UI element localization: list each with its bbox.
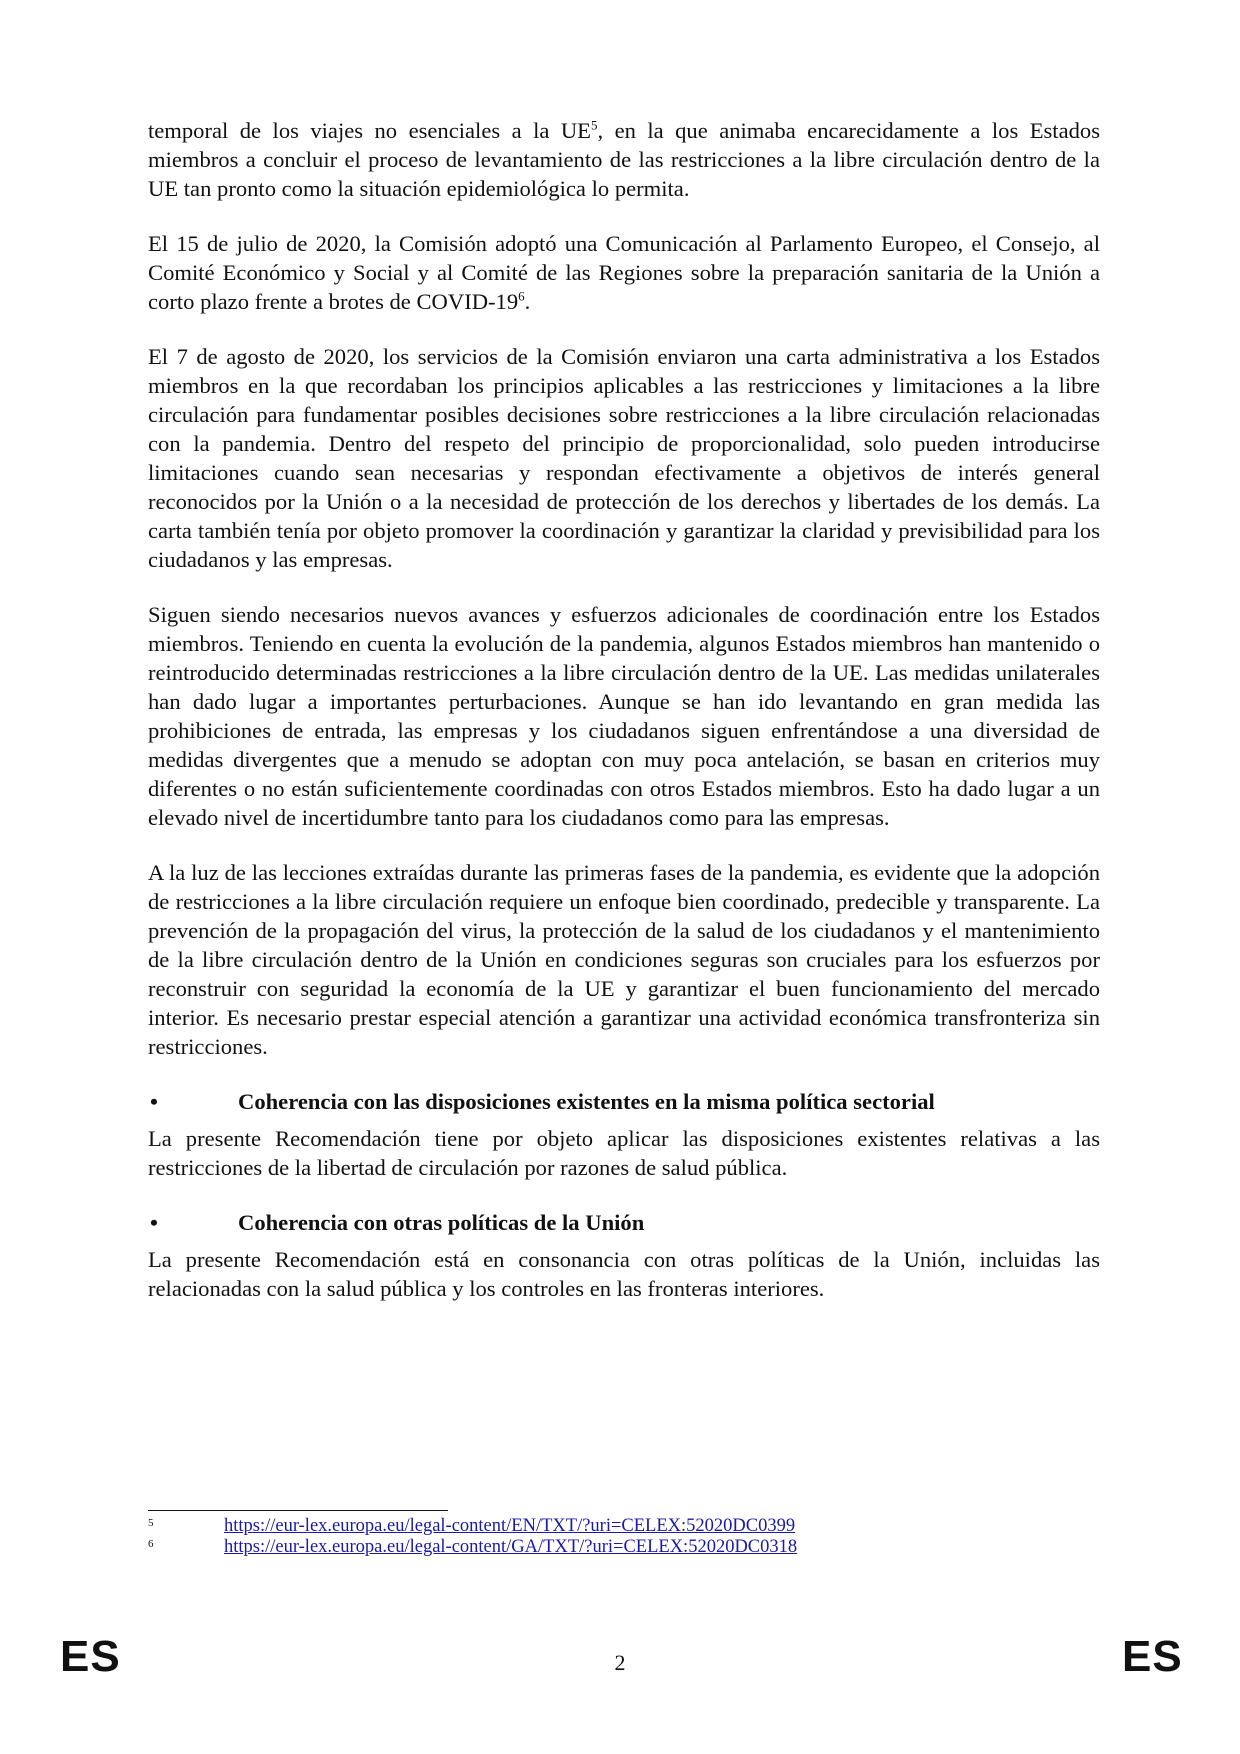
footnote-5 <box>148 1516 1100 1537</box>
footnote-divider <box>148 1510 448 1511</box>
paragraph-text: El 15 de julio de 2020, la Comisión adoptó una Comunicación al Parlamento Europeo, el Consejo, al Comité Económico y Social y al Comité de las Regiones sobre la preparación sanitaria de la Unión a corto plazo frente a brotes de COVID-19 <box>148 231 1100 314</box>
document-body <box>148 116 1100 1329</box>
paragraph-coordination-efforts: Siguen siendo necesarios nuevos avances y esfuerzos adicionales de coordinación entre los Estados miembros. Teniendo en cuenta la evolución de la pandemia, algunos Estados miembros han mantenido o reintroducido determinadas restricciones a la libre circulación dentro de la UE. Las medidas unilaterales han dado lugar a importantes perturbaciones. Aunque se han ido levantando en gran medida las prohibiciones de entrada, las empresas y los ciudadanos siguen enfrentándose a una diversidad de medidas divergentes que a menudo se adoptan con muy poca antelación, se basan en criterios muy diferentes o no están suficientemente coordinadas con otros Estados miembros. Esto ha dado lugar a un elevado nivel de incertidumbre tanto para los ciudadanos como para las empresas. <box>148 602 1100 830</box>
footnote-6 <box>148 1537 1100 1558</box>
section-heading-text: Coherencia con otras políticas de la Unión <box>238 1210 645 1235</box>
language-code-left: ES <box>60 1632 121 1681</box>
footnote-link[interactable]: https://eur-lex.europa.eu/legal-content/GA/TXT/?uri=CELEX:52020DC0318 <box>224 1537 798 1557</box>
language-code-right: ES <box>1122 1632 1183 1681</box>
paragraph-communication-july <box>148 229 1100 316</box>
section-body-sectoral-coherence: La presente Recomendación tiene por objeto aplicar las disposiciones existentes relativas a las restricciones de la libertad de circulación por razones de salud pública. <box>148 1126 1100 1180</box>
paragraph-text: , en la que animaba encarecidamente a los Estados miembros a concluir el proceso de levantamiento de las restricciones a la libre circulación dentro de la UE tan pronto como la situación epidemiológica lo permita. <box>148 118 1100 201</box>
page-number: 2 <box>614 1650 626 1675</box>
paragraph-lessons-learned: A la luz de las lecciones extraídas durante las primeras fases de la pandemia, es evidente que la adopción de restricciones a la libre circulación requiere un enfoque bien coordinado, predecible y transparente. La prevención de la propagación del virus, la protección de la salud de los ciudadanos y el mantenimiento de la libre circulación dentro de la Unión en condiciones seguras son cruciales para los esfuerzos por reconstruir con seguridad la economía de la UE y garantizar el buen funcionamiento del mercado interior. Es necesario prestar especial atención a garantizar una actividad económica transfronteriza sin restricciones. <box>148 860 1100 1059</box>
section-heading-sectoral-coherence <box>148 1087 1100 1116</box>
bullet-icon: • <box>150 1089 158 1114</box>
section-heading-text: Coherencia con las disposiciones existentes en la misma política sectorial <box>238 1089 935 1114</box>
footnotes <box>148 1516 1100 1558</box>
footnote-reference-5[interactable]: 5 <box>590 117 598 133</box>
footnote-link[interactable]: https://eur-lex.europa.eu/legal-content/EN/TXT/?uri=CELEX:52020DC0399 <box>224 1516 796 1536</box>
footnote-number: 5 <box>148 1517 154 1529</box>
footnote-reference-6[interactable]: 6 <box>518 288 525 304</box>
footnote-number: 6 <box>148 1538 154 1550</box>
section-heading-union-policies <box>148 1208 1100 1237</box>
paragraph-travel-restrictions <box>148 116 1100 203</box>
paragraph-administrative-letter: El 7 de agosto de 2020, los servicios de la Comisión enviaron una carta administrativa a los Estados miembros en la que recordaban los principios aplicables a las restricciones y limitaciones a la libre circulación para fundamentar posibles decisiones sobre restricciones a la libre circulación relacionadas con la pandemia. Dentro del respeto del principio de proporcionalidad, solo pueden introducirse limitaciones cuando sean necesarias y respondan efectivamente a objetivos de interés general reconocidos por la Unión o a la necesidad de protección de los derechos y libertades de los demás. La carta también tenía por objeto promover la coordinación y garantizar la claridad y previsibilidad para los ciudadanos y las empresas. <box>148 344 1100 572</box>
section-body-union-policies: La presente Recomendación está en consonancia con otras políticas de la Unión, incluidas las relacionadas con la salud pública y los controles en las fronteras interiores. <box>148 1247 1100 1301</box>
bullet-icon: • <box>150 1210 158 1235</box>
paragraph-text: temporal de los viajes no esenciales a la UE <box>148 118 591 143</box>
paragraph-text: . <box>524 289 531 314</box>
